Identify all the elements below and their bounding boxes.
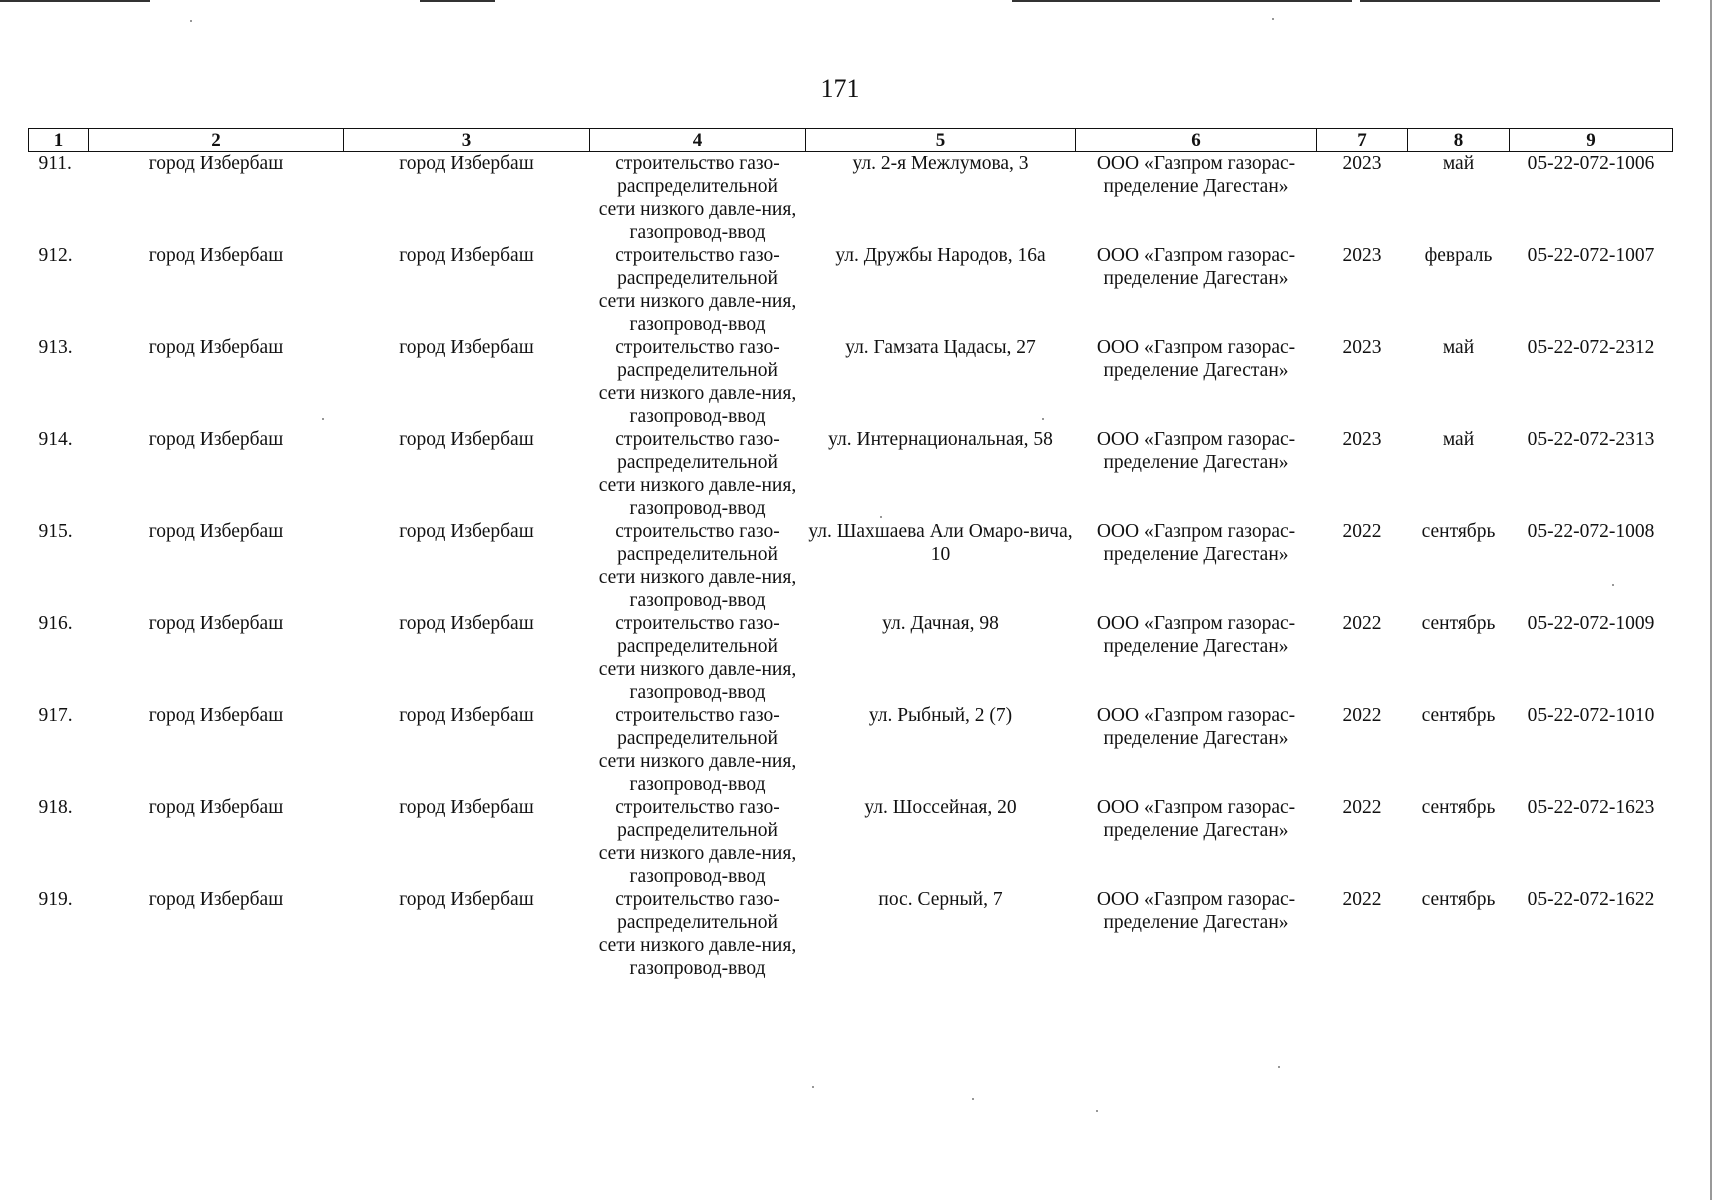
column-header: 7	[1317, 129, 1408, 152]
year-cell: 2022	[1342, 797, 1382, 818]
address-cell: ул. Шоссейная, 20	[864, 797, 1017, 818]
address-cell: ул. Интернациональная, 58	[828, 429, 1053, 450]
column-header: 3	[344, 129, 590, 152]
settlement-cell: город Избербаш	[399, 705, 534, 726]
table-row	[29, 428, 1673, 520]
organization-cell: ООО «Газпром газорас-пределение Дагестан»	[1096, 889, 1296, 933]
code-cell: 05-22-072-1010	[1527, 705, 1655, 726]
settlement-cell: город Избербаш	[399, 245, 534, 266]
table-row	[29, 612, 1673, 704]
organization-cell: ООО «Газпром газорас-пределение Дагестан»	[1096, 245, 1296, 289]
column-header: 6	[1076, 129, 1317, 152]
object-cell: строительство газо-распределительной сети низкого давле-ния, газопровод-ввод	[598, 245, 797, 335]
address-cell: ул. Шахшаева Али Омаро-вича, 10	[808, 521, 1073, 565]
month-cell: май	[1442, 429, 1475, 450]
organization-cell: ООО «Газпром газорас-пределение Дагестан»	[1096, 337, 1296, 381]
settlement-cell: город Избербаш	[399, 521, 534, 542]
object-cell: строительство газо-распределительной сети низкого давле-ния, газопровод-ввод	[598, 705, 797, 795]
year-cell: 2023	[1342, 153, 1382, 174]
month-cell: сентябрь	[1421, 797, 1496, 818]
table-row	[29, 244, 1673, 336]
year-cell: 2022	[1342, 889, 1382, 910]
address-cell: ул. Гамзата Цадасы, 27	[845, 337, 1036, 358]
address-cell: ул. 2-я Межлумова, 3	[852, 153, 1029, 174]
settlement-cell: город Избербаш	[399, 429, 534, 450]
district-cell: город Избербаш	[148, 613, 284, 634]
year-cell: 2022	[1342, 705, 1382, 726]
table-row	[29, 520, 1673, 612]
scan-speck	[322, 418, 324, 420]
settlement-cell: город Избербаш	[399, 613, 534, 634]
organization-cell: ООО «Газпром газорас-пределение Дагестан»	[1096, 521, 1296, 565]
table-row	[29, 796, 1673, 888]
scan-speck	[1096, 1110, 1098, 1112]
code-cell: 05-22-072-1007	[1527, 245, 1655, 266]
district-cell: город Избербаш	[148, 889, 284, 910]
scan-speck	[1612, 584, 1614, 586]
row-number: 911.	[38, 153, 72, 174]
district-cell: город Избербаш	[148, 521, 284, 542]
object-cell: строительство газо-распределительной сети низкого давле-ния, газопровод-ввод	[598, 797, 797, 887]
row-number: 912.	[38, 245, 73, 266]
object-cell: строительство газо-распределительной сети низкого давле-ния, газопровод-ввод	[598, 429, 797, 519]
month-cell: сентябрь	[1421, 889, 1496, 910]
row-number: 914.	[38, 429, 73, 450]
settlement-cell: город Избербаш	[399, 889, 534, 910]
row-number: 917.	[38, 705, 73, 726]
object-cell: строительство газо-распределительной сети низкого давле-ния, газопровод-ввод	[598, 521, 797, 611]
row-number: 919.	[38, 889, 73, 910]
organization-cell: ООО «Газпром газорас-пределение Дагестан»	[1096, 705, 1296, 749]
scan-speck	[1272, 18, 1274, 20]
address-cell: ул. Дружбы Народов, 16а	[835, 245, 1046, 266]
code-cell: 05-22-072-2312	[1527, 337, 1655, 358]
code-cell: 05-22-072-2313	[1527, 429, 1655, 450]
address-cell: ул. Дачная, 98	[882, 613, 999, 634]
organization-cell: ООО «Газпром газорас-пределение Дагестан»	[1096, 613, 1296, 657]
object-cell: строительство газо-распределительной сети низкого давле-ния, газопровод-ввод	[598, 337, 797, 427]
month-cell: сентябрь	[1421, 613, 1496, 634]
month-cell: май	[1442, 337, 1475, 358]
district-cell: город Избербаш	[148, 429, 284, 450]
scan-top-edge	[0, 0, 1712, 2]
object-cell: строительство газо-распределительной сети низкого давле-ния, газопровод-ввод	[598, 613, 797, 703]
organization-cell: ООО «Газпром газорас-пределение Дагестан»	[1096, 429, 1296, 473]
code-cell: 05-22-072-1009	[1527, 613, 1655, 634]
year-cell: 2023	[1342, 337, 1382, 358]
district-cell: город Избербаш	[148, 245, 284, 266]
table-row	[29, 152, 1673, 245]
month-cell: февраль	[1424, 245, 1493, 266]
scan-speck	[972, 1098, 974, 1100]
year-cell: 2023	[1342, 429, 1382, 450]
code-cell: 05-22-072-1008	[1527, 521, 1655, 542]
scan-speck	[1042, 418, 1044, 420]
row-number: 916.	[38, 613, 73, 634]
district-cell: город Избербаш	[148, 705, 284, 726]
settlement-cell: город Избербаш	[399, 337, 534, 358]
month-cell: сентябрь	[1421, 521, 1496, 542]
year-cell: 2022	[1342, 521, 1382, 542]
column-header: 9	[1510, 129, 1673, 152]
code-cell: 05-22-072-1622	[1527, 889, 1655, 910]
year-cell: 2023	[1342, 245, 1382, 266]
column-header: 2	[89, 129, 344, 152]
district-cell: город Избербаш	[148, 797, 284, 818]
scan-speck	[1278, 1066, 1280, 1068]
year-cell: 2022	[1342, 613, 1382, 634]
scan-speck	[880, 516, 882, 518]
object-cell: строительство газо-распределительной сети низкого давле-ния, газопровод-ввод	[598, 889, 797, 979]
scan-speck	[190, 20, 192, 22]
column-header: 8	[1408, 129, 1510, 152]
organization-cell: ООО «Газпром газорас-пределение Дагестан»	[1096, 797, 1296, 841]
code-cell: 05-22-072-1006	[1527, 153, 1655, 174]
row-number: 915.	[38, 521, 73, 542]
page-number: 171	[820, 74, 860, 103]
scan-speck	[812, 1086, 814, 1088]
district-cell: город Избербаш	[148, 153, 284, 174]
row-number: 913.	[38, 337, 73, 358]
month-cell: сентябрь	[1421, 705, 1496, 726]
organization-cell: ООО «Газпром газорас-пределение Дагестан»	[1096, 153, 1296, 197]
column-header: 5	[806, 129, 1076, 152]
row-number: 918.	[38, 797, 73, 818]
address-cell: ул. Рыбный, 2 (7)	[868, 705, 1013, 726]
column-header: 1	[29, 129, 89, 152]
code-cell: 05-22-072-1623	[1527, 797, 1655, 818]
table-row	[29, 888, 1673, 980]
register-table	[28, 128, 1673, 980]
table-row	[29, 336, 1673, 428]
table-row	[29, 704, 1673, 796]
settlement-cell: город Избербаш	[399, 797, 534, 818]
settlement-cell: город Избербаш	[399, 153, 534, 174]
district-cell: город Избербаш	[148, 337, 284, 358]
object-cell: строительство газо-распределительной сети низкого давле-ния, газопровод-ввод	[598, 153, 797, 243]
header-row	[29, 129, 1673, 152]
address-cell: пос. Серный, 7	[878, 889, 1003, 910]
month-cell: май	[1442, 153, 1475, 174]
column-header: 4	[590, 129, 806, 152]
